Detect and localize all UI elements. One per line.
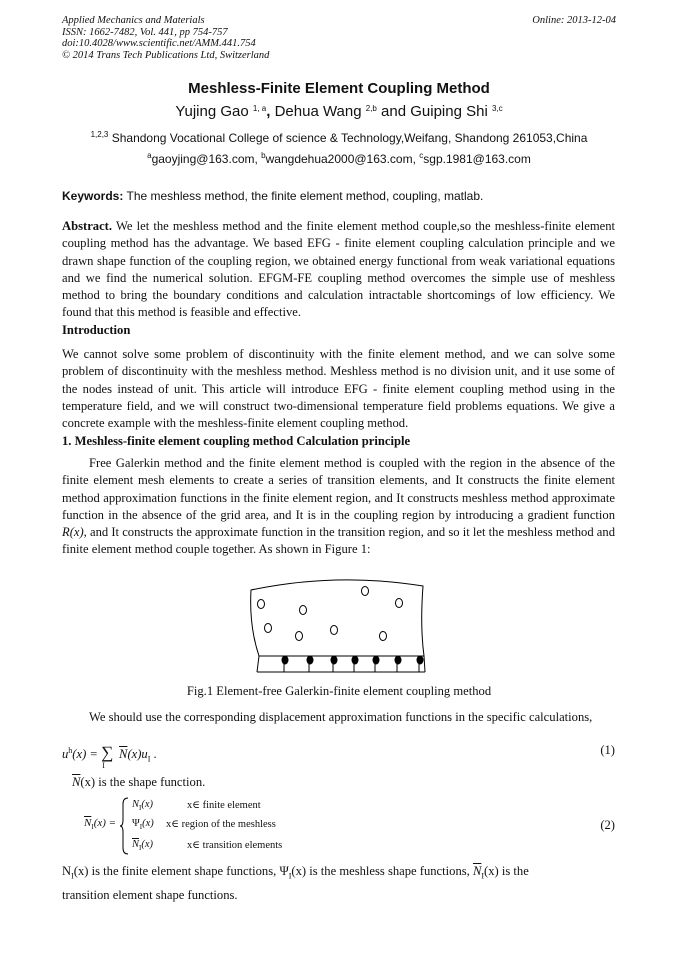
journal-header — [62, 15, 616, 61]
keywords-label: Keywords: — [62, 189, 124, 203]
intro-heading: Introduction — [62, 323, 131, 337]
affiliation — [0, 131, 678, 145]
domain-boundary — [251, 580, 424, 656]
author-2-sup: 2,b — [365, 104, 377, 113]
eq2-number: (2) — [600, 818, 615, 832]
section1-text-a: Free Galerkin method and the finite element method is coupled with the region in the absence of the finite element mesh elements to create a series of transition elements, and It constructs the finite element method approximation functions in the finite element region, and It constructs meshless method approximate function in the absence of the grid area, and It is in the coupling region by introducing a gradient function — [62, 456, 615, 522]
eq2-case2-sub: I — [139, 823, 143, 832]
meshless-nodes — [258, 587, 403, 641]
email-c-sup: c — [419, 151, 424, 160]
equation-1 — [62, 743, 157, 770]
abstract-text: We let the meshless method and the finite element method couple,so the meshless-finite element coupling method has the advantage. We based EFG - finite element coupling calculation principle and we drawn shape function of the coupling region, we obtained energy functional from weak variational equations and we find the numerical solution. EFGM-FE coupling method overcomes the simple use of meshless method to bring the boundary conditions and calculation intractable shortcomings of low efficiency. We found that this method is feasible and effective. — [62, 219, 616, 320]
section1-heading: 1. Meshless-finite element coupling method Calculation principle — [62, 434, 411, 448]
eq2-case-3 — [132, 839, 153, 852]
lp-t3-sub: I — [481, 871, 485, 881]
eq1-lhs-sup: h — [68, 746, 73, 755]
affiliation-text: Shandong Vocational College of science & Technology,Weifang, Shandong 261053,China — [111, 131, 588, 145]
equation-2-lhs — [84, 817, 116, 831]
lp-t2: Ψ — [279, 864, 289, 878]
email-b: wangdehua2000@163.com, — [265, 152, 416, 166]
eq2-case1-arg: (x) — [141, 799, 154, 810]
eq1-rhs-arg: (x)u — [127, 747, 148, 761]
lp-t2-rest: (x) is the meshless shape functions, — [291, 864, 470, 878]
last-paragraph — [62, 862, 615, 905]
lp-t3-rest: (x) is the — [484, 864, 529, 878]
eq2-case3-cond: x∈ transition elements — [187, 840, 283, 851]
author-sep: , — [266, 103, 271, 120]
eq1-rhs-sub: I — [147, 754, 151, 764]
author-line — [0, 103, 678, 120]
figure-caption: Fig.1 Element-free Galerkin-finite element coupling method — [186, 684, 492, 698]
intro-text: We cannot solve some problem of discontinuity with the finite element method, and we can solve some problem of discontinuity with the meshless method. Meshless method is no division unit, and it use some of the nodes instead of unit. This article will introduce EFG - finite element coupling method using in the temperature field, and we will construct two-dimensional temperature field problems equations. We give a concrete example with the meshless-finite element coupling method. — [62, 347, 615, 431]
eq1-sum-sub: I — [102, 760, 105, 770]
email-a-sup: a — [147, 151, 152, 160]
coupling-figure — [247, 576, 433, 678]
eq2-lhs-fn: $\overline{N}$ — [84, 817, 92, 829]
email-a: gaoyjing@163.com, — [151, 152, 258, 166]
section1-text-b: , and It constructs the approximate function in the transition region, and so it let the meshless method and finite element method couple together. As shown in Figure 1: — [62, 525, 615, 557]
eq2-brace — [120, 796, 130, 856]
emails — [0, 152, 678, 166]
journal-name: Applied Mechanics and Materials — [62, 15, 205, 26]
eq2-case-2 — [132, 818, 154, 831]
keywords — [62, 189, 616, 203]
eq2-case2-cond: x∈ region of the meshless — [166, 819, 276, 830]
eq1-end: . — [153, 747, 157, 761]
eq1-lhs-arg: (x) = — [72, 747, 98, 761]
eq2-case2-fn: Ψ — [132, 818, 140, 829]
eq2-case3-arg: (x) — [141, 839, 154, 850]
fe-nodes — [282, 656, 424, 665]
author-3: Guiping Shi — [410, 103, 488, 120]
eq2-case3-fn: $\overline{N}$ — [132, 839, 140, 850]
eq2-lhs-sub: I — [91, 823, 94, 832]
shape-function-line — [72, 775, 205, 790]
issn-line: ISSN: 1662-7482, Vol. 441, pp 754-757 — [62, 26, 228, 38]
eq1-number: (1) — [600, 743, 615, 757]
abstract — [62, 218, 615, 322]
right-edge — [424, 656, 425, 672]
eq1-rhs-fn: $\overline{N}$ — [119, 747, 128, 761]
gradient-function: R(x) — [62, 525, 84, 540]
eq2-case3-sub: I — [139, 844, 142, 853]
abstract-label: Abstract. — [62, 219, 113, 233]
shape-fn-rest: (x) is the shape function. — [80, 775, 206, 789]
section1-paragraph — [62, 455, 615, 559]
lp-t3: $\overline{N}$ — [472, 864, 482, 878]
eq2-lhs-rest: (x) = — [93, 817, 117, 829]
email-c: sgp.1981@163.com — [423, 152, 531, 166]
eq1-sum: ∑ — [101, 743, 114, 762]
eq2-case2-arg: (x) — [142, 818, 154, 829]
author-2: Dehua Wang — [274, 103, 362, 120]
eq2-case1-sub: I — [139, 804, 142, 813]
author-and: and — [381, 103, 407, 120]
doi-line: doi:10.4028/www.scientific.net/AMM.441.754 — [62, 38, 256, 49]
lp-t2-sub: I — [288, 871, 292, 881]
lp-line2: transition element shape functions. — [62, 887, 238, 902]
left-edge — [257, 656, 259, 672]
eq2-case1-fn: N — [132, 799, 140, 810]
lp-t1-rest: (x) is the finite element shape functions, — [73, 864, 277, 878]
author-3-sup: 3,c — [491, 104, 503, 113]
online-date: Online: 2013-12-04 — [532, 15, 616, 26]
shape-fn: $\overline{N}$ — [72, 775, 81, 789]
author-1-sup: 1, a — [252, 104, 267, 113]
after-figure-text: We should use the corresponding displacement approximation functions in the specific calculations, — [89, 710, 593, 724]
eq2-case1-cond: x∈ finite element — [187, 800, 261, 811]
email-b-sup: b — [261, 151, 266, 160]
author-1: Yujing Gao — [175, 103, 249, 120]
lp-t1-sub: I — [71, 871, 74, 881]
copyright-line: © 2014 Trans Tech Publications Ltd, Switzerland — [62, 49, 270, 61]
lp-t1: N — [62, 864, 72, 878]
paper-title: Meshless-Finite Element Coupling Method — [188, 80, 490, 97]
keywords-text: The meshless method, the finite element method, coupling, matlab. — [126, 189, 484, 203]
eq2-case-1 — [132, 799, 153, 812]
eq1-lhs: u — [62, 747, 69, 761]
affiliation-sup: 1,2,3 — [90, 130, 109, 139]
